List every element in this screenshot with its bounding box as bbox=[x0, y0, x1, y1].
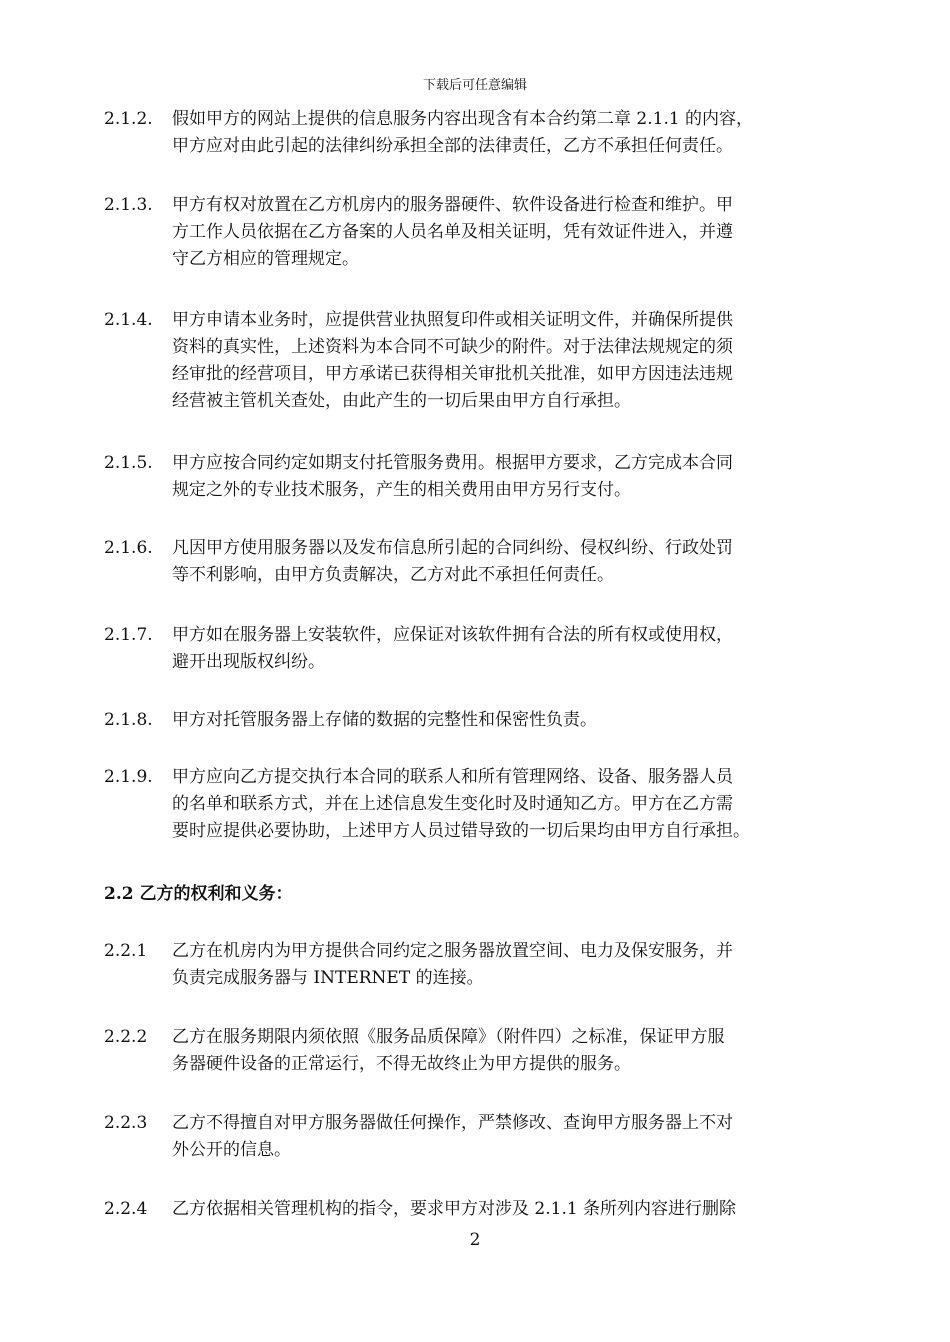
clause-number: 2.1.8. bbox=[104, 710, 153, 730]
clause-number: 2.2.2 bbox=[104, 1027, 148, 1047]
clause-line: 甲方应按合同约定如期支付托管服务费用。根据甲方要求，乙方完成本合同 bbox=[172, 453, 733, 473]
clause-line: 假如甲方的网站上提供的信息服务内容出现含有本合约第二章 2.1.1 的内容， bbox=[172, 109, 754, 129]
clause-line: 乙方依据相关管理机构的指令，要求甲方对涉及 2.1.1 条所列内容进行删除 bbox=[172, 1199, 737, 1219]
clause-line: 负责完成服务器与 INTERNET 的连接。 bbox=[172, 968, 484, 988]
clause-line: 经审批的经营项目，甲方承诺已获得相关审批机关批准，如甲方因违法违规 bbox=[172, 364, 733, 384]
clause-line: 经营被主管机关查处，由此产生的一切后果由甲方自行承担。 bbox=[172, 391, 631, 411]
clause-line: 务器硬件设备的正常运行，不得无故终止为甲方提供的服务。 bbox=[172, 1054, 631, 1074]
clause-line: 乙方在服务期限内须依照《服务品质保障》（附件四）之标准，保证甲方服 bbox=[172, 1027, 725, 1047]
clause-line: 资料的真实性，上述资料为本合同不可缺少的附件。对于法律法规规定的须 bbox=[172, 337, 733, 357]
clause-line: 规定之外的专业技术服务，产生的相关费用由甲方另行支付。 bbox=[172, 480, 631, 500]
clause-number: 2.1.2. bbox=[104, 109, 153, 129]
clause-number: 2.1.4. bbox=[104, 310, 153, 330]
clause-line: 的名单和联系方式，并在上述信息发生变化时及时通知乙方。甲方在乙方需 bbox=[172, 794, 733, 814]
clause-number: 2.1.7. bbox=[104, 625, 153, 645]
page-number: 2 bbox=[469, 1230, 481, 1250]
clause-line: 甲方应对由此引起的法律纠纷承担全部的法律责任，乙方不承担任何责任。 bbox=[172, 136, 733, 156]
clause-line: 守乙方相应的管理规定。 bbox=[172, 249, 359, 269]
clause-line: 甲方申请本业务时，应提供营业执照复印件或相关证明文件，并确保所提供 bbox=[172, 310, 733, 330]
clause-number: 2.2.1 bbox=[104, 941, 148, 961]
clause-line: 甲方对托管服务器上存储的数据的完整性和保密性负责。 bbox=[172, 710, 597, 730]
clause-number: 2.1.5. bbox=[104, 453, 153, 473]
section-heading: 2.2 乙方的权利和义务： bbox=[104, 884, 293, 904]
clause-line: 外公开的信息。 bbox=[172, 1140, 291, 1160]
clause-line: 甲方如在服务器上安装软件，应保证对该软件拥有合法的所有权或使用权， bbox=[172, 625, 733, 645]
clause-number: 2.1.6. bbox=[104, 538, 153, 558]
clause-line: 凡因甲方使用服务器以及发布信息所引起的合同纠纷、侵权纠纷、行政处罚 bbox=[172, 538, 733, 558]
clause-number: 2.1.9. bbox=[104, 767, 153, 787]
clause-line: 方工作人员依据在乙方备案的人员名单及相关证明，凭有效证件进入，并遵 bbox=[172, 222, 733, 242]
clause-number: 2.1.3. bbox=[104, 195, 153, 215]
clause-number: 2.2.3 bbox=[104, 1113, 148, 1133]
clause-line: 避开出现版权纠纷。 bbox=[172, 652, 325, 672]
clause-number: 2.2.4 bbox=[104, 1199, 148, 1219]
clause-line: 甲方应向乙方提交执行本合同的联系人和所有管理网络、设备、服务器人员 bbox=[172, 767, 733, 787]
clause-line: 乙方在机房内为甲方提供合同约定之服务器放置空间、电力及保安服务，并 bbox=[172, 941, 733, 961]
clause-line: 乙方不得擅自对甲方服务器做任何操作，严禁修改、查询甲方服务器上不对 bbox=[172, 1113, 733, 1133]
clause-line: 要时应提供必要协助，上述甲方人员过错导致的一切后果均由甲方自行承担。 bbox=[172, 821, 750, 841]
clause-line: 甲方有权对放置在乙方机房内的服务器硬件、软件设备进行检查和维护。甲 bbox=[172, 195, 733, 215]
clause-line: 等不利影响，由甲方负责解决，乙方对此不承担任何责任。 bbox=[172, 565, 614, 585]
page-header: 下载后可任意编辑 bbox=[422, 78, 527, 93]
